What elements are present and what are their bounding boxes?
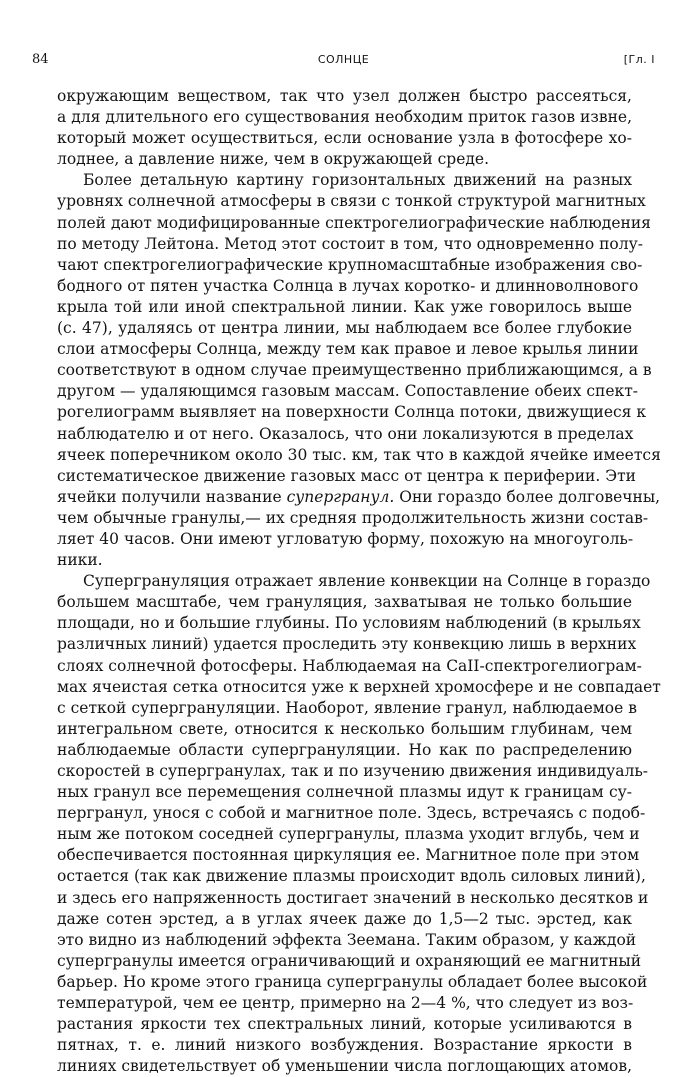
text-line: даже сотен эрстед, а в углах ячеек даже до 1,5—2 тыс. эрстед, как — [57, 909, 632, 928]
text-line: а для длительного его существования необходим приток газов извне, — [57, 108, 632, 127]
page-number: 84 — [32, 52, 49, 67]
text-line: бодного от пятен участка Солнца в лучах коротко- и длинноволнового — [57, 276, 639, 295]
text-line: линиях свидетельствует об уменьшении числа поглощающих атомов, — [57, 1057, 632, 1076]
text-line: уровнях солнечной атмосферы в связи с тонкой структурой магнитных — [57, 192, 646, 211]
text-line: остается (так как движение плазмы происходит вдоль силовых линий), — [57, 867, 646, 886]
text-line: ляет 40 часов. Они имеют угловатую форму, похожую на многоуголь- — [57, 529, 634, 548]
text-line: другом — удаляющимся газовым массам. Сопоставление обеих спект- — [57, 382, 639, 401]
text-line: слоях солнечной фотосферы. Наблюдаемая на CaII-спектрогелиограм- — [57, 656, 642, 675]
text-line: Более детальную картину горизонтальных движений на разных — [83, 171, 632, 190]
text-line: (с. 47), удаляясь от центра линии, мы наблюдаем все более глубокие — [57, 319, 632, 338]
text-line: Супергрануляция отражает явление конвекции на Солнце в гораздо — [83, 572, 651, 591]
paragraph — [57, 170, 661, 571]
text-line: полей дают модифицированные спектрогелиографические наблюдения — [57, 213, 651, 232]
text-line: чают спектрогелиографические крупномасштабные изображения сво- — [57, 255, 643, 274]
text-line: супергранулы имеется ограничивающий и охраняющий ее магнитный — [57, 951, 642, 970]
text-line: рогелиограмм выявляет на поверхности Солнца потоки, движущиеся к — [57, 403, 647, 422]
text-line: с сеткой супергрануляции. Наоборот, явление гранул, наблюдаемое в — [57, 698, 637, 717]
text-line: соответствуют в одном случае преимущественно приближающимся, а в — [57, 361, 652, 380]
text-line: ячеек поперечником около 30 тыс. км, так что в каждой ячейке имеется — [57, 445, 661, 464]
text-line: систематическое движение газовых масс от центра к периферии. Эти — [57, 466, 636, 485]
text-line: пергранул, унося с собой и магнитное поле. Здесь, встречаясь с подоб- — [57, 804, 646, 823]
text-line: барьер. Но кроме этого граница супергранулы обладает более высокой — [57, 972, 648, 991]
text-line: окружающим веществом, так что узел должен быстро рассеяться, — [57, 87, 632, 105]
text-line: температурой, чем ее центр, примерно на 2—4 %, что следует из воз- — [57, 994, 634, 1013]
text-line: наблюдаемые области супергрануляции. Но как по распределению — [57, 740, 632, 759]
text-line: интегральном свете, относится к несколько большим глубинам, чем — [57, 719, 632, 738]
text-line: слои атмосферы Солнца, между тем как правое и левое крылья линии — [57, 340, 639, 359]
italic-term: супергранул. — [286, 487, 395, 506]
text-line: пятнах, т. е. линий низкого возбуждения. Возрастание яркости в — [57, 1036, 632, 1055]
text-line: крыла той или иной спектральной линии. Как уже говорилось выше — [57, 297, 632, 316]
text-line: ники. — [57, 551, 103, 570]
text-segment: ячейки получили название — [57, 487, 282, 506]
paragraph — [57, 86, 632, 170]
text-line: обеспечивается постоянная циркуляция ее. Магнитное поле при этом — [57, 846, 640, 865]
text-segment: Они гораздо более долговечны, — [394, 487, 661, 506]
text-line: площади, но и большие глубины. По условиям наблюдений (в крыльях — [57, 614, 641, 633]
running-title: СОЛНЦЕ — [317, 53, 370, 66]
chapter-reference: [Гл. I — [623, 53, 655, 66]
text-line: наблюдателю и от него. Оказалось, что они локализуются в пределах — [57, 424, 634, 443]
text-line: растания яркости тех спектральных линий, которые усиливаются в — [57, 1015, 632, 1034]
text-line: по методу Лейтона. Метод этот состоит в том, что одновременно полу- — [57, 234, 643, 253]
text-line: большем масштабе, чем грануляция, захватывая не только большие — [57, 593, 632, 612]
paragraph — [57, 571, 661, 1077]
text-line: это видно из наблюдений эффекта Зеемана. Таким образом, у каждой — [57, 930, 637, 949]
text-line: мах ячеистая сетка относится уже к верхней хромосфере и не совпадает — [57, 677, 661, 696]
text-line: ным же потоком соседней супергранулы, плазма уходит вглубь, чем и — [57, 825, 640, 844]
body-text — [57, 86, 661, 1077]
text-line: который может осуществиться, если основание узла в фотосфере хо- — [57, 129, 632, 148]
text-line-with-term — [57, 487, 661, 508]
text-line: чем обычные гранулы,— их средняя продолжительность жизни состав- — [57, 508, 649, 527]
page-header — [32, 50, 655, 70]
text-line: скоростей в супергранулах, так и по изучению движения индивидуаль- — [57, 762, 649, 780]
text-line: и здесь его напряженность достигает значений в несколько десятков и — [57, 888, 649, 907]
text-line: ных гранул все перемещения солнечной плазмы идут к границам су- — [57, 783, 632, 802]
text-line: различных линий) удается проследить эту конвекцию лишь в верхних — [57, 635, 637, 654]
text-line: лоднее, а давление ниже, чем в окружающей среде. — [57, 150, 490, 169]
